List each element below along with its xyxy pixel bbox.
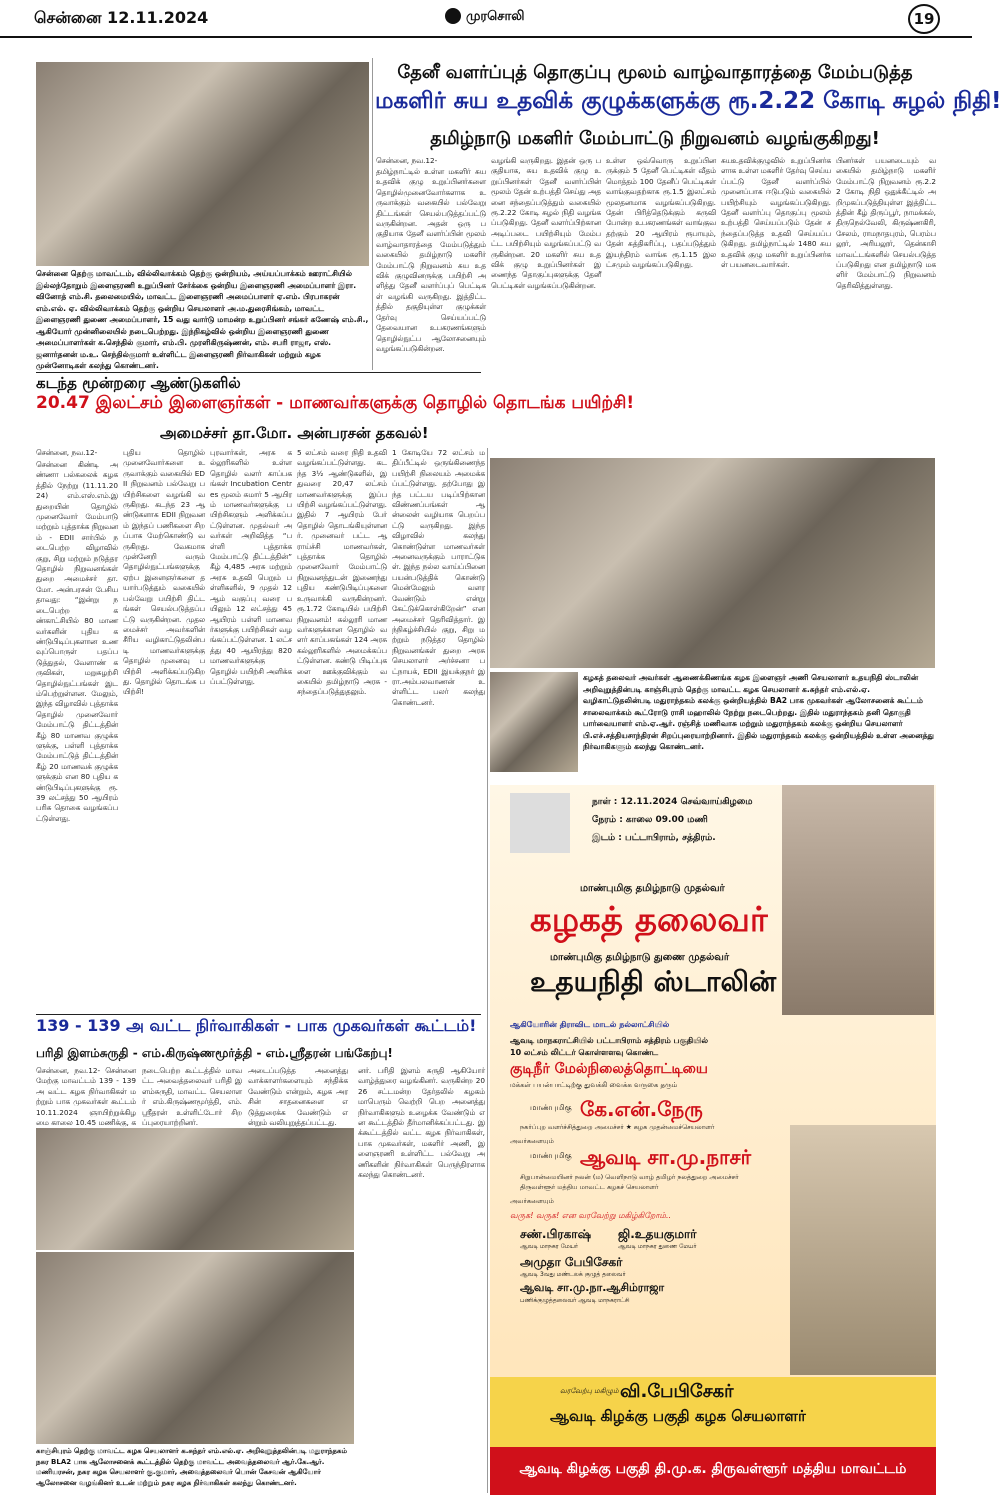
ad-dcm-portrait: [790, 1125, 936, 1375]
ad-greet: வருக! வருக! என வரவேற்று மகிழ்கிறோம்..: [510, 1211, 672, 1220]
story3-col4: னர். பரிதி இளம் சுருதி ஆகியோர் வாழ்த்துரை வழங்கினர். வருகின்ற 2026 சட்டமன்ற தேர்தலில் கழகம் மாபெரும் வெற்றி பெற அனைத்து நிர்வாகிகளும் உழைக்க வேண்டும் என கூட்டத்தில் தீர்மானிக்கப்பட்டது. இக்கூட்டத்தில் வட்ட கழக நிர்வாகிகள், பாக முகவர்கள், மகளிர் அணி, இளைஞரணி உள்ளிட்ட பல்வேறு அணிகளின் நிர்வாகிகள் பெருந்திரளாக கலந்து கொண்டனர்.: [358, 1066, 485, 1180]
story2-col5: 1 கோடியே 72 லட்சம் மதிப்பீட்டில் ஒருங்கிணைந்த பயிற்சி நிலையம் அமைக்கப்பட்டுள்ளது. தற்போது இந்த பட்டய படிப்பிற்கான விண்ணப்பங்கள் ஆன்லைன் வழியாக பெறப்பட்டு வருகிறது. இந்த விழாவில் கலந்து கொண்டுள்ள மாணவர்கள் அனைவருக்கும் பாராட்டுகள். இந்த நல்ல வாய்ப்பினை பயன்படுத்திக் கொண்டு மென்மேலும் வளர வேண்டும் என்று கேட்டுக்கொள்கிறேன்” என அமைச்சர் தெரிவித்தார். இந்நிகழ்ச்சியில் குறு, சிறு மற்றும் நடுத்தர தொழில் நிறுவனங்கள் துறை அரசு செயலாளர் அர்ச்சனா பட்நாயக், EDII இயக்குநர் இரா.அம்பலவாணன் உள்ளிட்ட பலர் கலந்து கொண்டனர்.: [392, 448, 485, 707]
ad-role2: சிறுபான்மையினர் நலன் (ம) வெளிநாடு வாழ் தமிழர் நலத்துறை அமைச்சர்: [520, 1173, 739, 1181]
story3-subhead: பரிதி இளம்சுருதி - எம்.கிருஷ்ணமூர்த்தி - எம்.ஸ்ரீதரன் பங்கேற்பு!: [36, 1046, 393, 1060]
story1-col3: உள்ள ஒவ்வொரு உறுப்பினருக்கும் 5 தேனீ பெட்டிகள் வீதம் மொத்தம் 100 தேனீப் பெட்டிகள் வாங்குவதற்காக ரூ.1.5 இலட்சம் மூலதனமாக வழங்கப்படுகிறது. தேன் பிரித்தெடுக்கும் கருவி போன்ற உபகரணங்கள் வாங்குவதற்கும் 20 ஆயிரம் ரூபாயும், தேன் சுத்திகரிப்பு, பதப்படுத்தும் இயந்திரம் வாங்க ரூ.1.15 இலட்சமும் வழங்கப்படுகிறது.: [606, 156, 716, 270]
ad-event-place: இடம் : பட்டாபிராம், சத்திரம்.: [592, 833, 716, 843]
ad-title1: கழகத் தலைவர்: [530, 900, 768, 940]
story3-caption: காஞ்சிபுரம் தெற்கு மாவட்ட கழக செயலாளர் க.சுந்தர் எம்.எல்.ஏ. அறிவுறுத்தலின்படி மதுராந்தகம் நகர BLA2 பாக ஆலோசனைக் கூட்டத்தில் தெற்கு மாவட்ட அவைத்தலைவர் ஆர்.கே.ஆர். மணியரசன், நகர கழக செயலாளர் கு.குமார், அவைத்தலைவர் பொன் கேசவன் ஆகியோர் ஆலோசனை வழங்கினர் உடன் மற்றும் நகர கழக நிர்வாகிகள் கலந்து கொண்டனர்.: [36, 1447, 348, 1487]
ad-welcome2: அவர்களையும்: [510, 1197, 554, 1205]
ad-person4: ஆவடி சா.மு.நா.ஆசிம்ராஜா: [520, 1281, 665, 1294]
story3-col1: சென்னை, நவ.12- சென்னை மேற்கு மாவட்டம் 139 - 139 அ வட்ட கழக நிர்வாகிகள் மற்றும் பாக முகவர்கள் கூட்டம் 10.11.2024 ஞாயிற்றுக்கிழமை காலை 10.45 மணிக்கு, க: [36, 1066, 136, 1128]
ad-line7: மக்கள் பயன்பாட்டிற்கு துவக்கி வைக்க வருகை தரும்: [510, 1081, 678, 1089]
ad-line3: ஆகியோரின் திராவிட மாடல் நல்லாட்சியில்: [510, 1020, 670, 1029]
page-number: 19: [908, 4, 940, 34]
story1-col5: பினர்கள் பயனடையும் வகையில் தமிழ்நாடு மகளிர் மேம்பாட்டு நிறுவனம் ரூ.2.22 கோடி நிதி ஒதுக்கீட்டில் அறிமுகப்படுத்தியுள்ள இத்திட்டத்தின் கீழ் திருப்பூர், நாமக்கல், திருநெல்வேலி, கிருஷ்ணகிரி, சேலம், ராமநாதபுரம், பெரம்பலூர், அரியலூர், தென்காசி மாவட்டங்களில் செயல்படுத்தப்படுகிறது என தமிழ்நாடு மகளிர் மேம்பாட்டு நிறுவனம் தெரிவித்துள்ளது.: [836, 156, 936, 290]
ad-person1-role: ஆவடி மாநகர மேயர்: [520, 1243, 579, 1250]
ad-welcome1: அவர்களையும்: [510, 1137, 554, 1145]
ad-person2: ஜி.உதயகுமார்: [618, 1227, 697, 1241]
divider: [487, 448, 488, 1493]
ad-event-date: நாள் : 12.11.2024 செவ்வாய்கிழமை: [592, 797, 753, 807]
story3-col2: நடைபெற்ற கூட்டத்தில் மாவட்ட அவைத்தலைவர் பரிதி இளம்சுருதி, மாவட்ட செயலாளர் எம்.கிருஷ்ணமூர்த்தி, எம்.ஸ்ரீதரன் உள்ளிட்டோர் சிறப்புரையாற்றினர்.: [142, 1066, 242, 1128]
story1-col1: தமிழ்நாட்டில் உள்ள மகளிர் சுய உதவிக் குழு உறுப்பினர்களை தொழில்முனைவோர்களாக உருவாக்கும் வகையில் பல்வேறு திட்டங்கள் செயல்படுத்தப்பட்டு வருகின்றன. அதன் ஒரு பகுதியாக தேனீ வளர்ப்பின் மூலம் வாழ்வாதாரத்தை மேம்படுத்தும் வகையில் தமிழ்நாடு மகளிர் மேம்பாட்டு நிறுவனம் சுய உதவிக் குழுவினருக்கு பயிற்சி அளித்து தேனீ வளர்ப்புப் பெட்டிகள் வழங்கி வருகிறது. இத்திட்டத்தில் தகுதியுள்ள குழுக்கள் தேர்வு செய்யப்பட்டு தேவையான உபகரணங்களும் தொழில்நுட்ப ஆலோசனையும் வழங்கப்படுகின்றன.: [376, 167, 486, 353]
story2-col2: புதிய தொழில் முனைவோர்களை உருவாக்கும் வகையில் EDII நிறுவனம் பல்வேறு பயிற்சிகளை வழங்கி வருகிறது. கடந்த 23 ஆண்டுகளாக EDII நிறுவனம் இந்தப் பணிகளை சிறப்பாக மேற்கொண்டு வருகிறது. வேகமாக முன்னேறி வரும் தொழில்நுட்பங்களுக்கு ஏற்ப இளைஞர்களை தயார்படுத்தும் வகையில் பல்வேறு பயிற்சி திட்டங்கள் செயல்படுத்தப்பட்டு வருகின்றன. முதலமைச்சர் அவர்களின் சீரிய வழிகாட்டுதலின்படி மாணவர்களுக்கு தொழில் முனைவு பயிற்சி அளிக்கப்படுகிறது. தொழில் தொடங்க பயிற்சி!: [123, 448, 205, 697]
story2-col3: புரவார்கள், அரசு கல்லூரிகளில் உள்ள தொழில் வளர் காப்பகங்கள் Incubation Centres மூலம் சுமார் 5 ஆயிரம் மாணவர்களுக்கு பயிற்சிகளும் அளிக்கப்பட்டுள்ளன. முதல்வர் அவர்கள் அறிவித்த “பள்ளி புத்தாக்க மேம்பாட்டு திட்டத்தின்” கீழ் 4,485 அரசு மற்றும் அரசு உதவி பெறும் பள்ளிகளில், 9 முதல் 12 ஆம் வகுப்பு வரை பயிலும் 12 லட்சத்து 45 ஆயிரம் பள்ளி மாணவர்களுக்கு பயிற்சிகள் வழங்கப்பட்டுள்ளன. 1 லட்சத்து 40 ஆயிரத்து 820 மாணவர்களுக்கு தொழில் பயிற்சி அளிக்கப்பட்டுள்ளது.: [210, 448, 292, 686]
ad-final-band: [490, 1377, 936, 1447]
ad-final-name: வி.பேபிசேகர்: [620, 1381, 734, 1402]
divider: [36, 372, 481, 373]
right-photo-caption: கழகத் தலைவர் அவர்கள் ஆணைக்கிணங்க கழக இளைஞர் அணி செயலாளர் உதயநிதி ஸ்டாலின் அறிவுறுத்தின்படி காஞ்சிபுரம் தெற்கு மாவட்ட கழக செயலாளர் க.சுந்தர் எம்.எல்.ஏ. வழிகாட்டுதலின்படி மதுராந்தகம் கலக்கு ஒன்றியத்தில் BA2 பாக முகவர்கள் ஆலோசனைக் கூட்டம் சாலைவாக்கம் கூட்ரோடு ராசி மஹாலில் நேற்று நடைபெற்றது. இதில் மதுராந்தகம் தனி தொகுதி பார்வையாளர் எம்.ஏ.ஆர். ரஞ்சித் மணிவாசு மற்றும் மதுராந்தகம் கலக்கு ஒன்றிய செயலாளர் பி.எச்.சத்தியசாந்திரன் சிறப்புரையாற்றினார். இதில் மதுராந்தகம் கலக்கு ஒன்றியத்தில் உள்ள அனைத்து நிர்வாகிகளும் கலந்து கொண்டனர்.: [583, 673, 935, 751]
story2-col1: சென்னை கிண்டி அண்ணா பல்கலைக் கழகத்தில் நேற்று (11.11.2024) எம்.எஸ்.எம்.இ துறையின் தொழில் முனைவோர் மேம்பாடு மற்றும் புத்தாக்க நிறுவனம் - EDII சார்பில் நடைபெற்ற விழாவில் குறு, சிறு மற்றும் நடுத்தர தொழில் நிறுவனங்கள் துறை அமைச்சர் தா.மோ. அன்பரசன் பேசியதாவது: “இன்று நடைபெற்ற கண்காட்சியில் 80 மாணவர்களின் புதிய கண்டுபிடிப்புகளான உணவுப்பொருள் பதப்படுத்துதல், வேளாண் கருவிகள், மறுசுழற்சி தொழில்நுட்பங்கள் இடம்பெற்றுள்ளன. மேலும், இந்த விழாவில் புத்தாக்க தொழில் முனைவோர் மேம்பாட்டு திட்டத்தின் கீழ் 80 மாணவ குழுக்களுக்கு, பள்ளி புத்தாக்க மேம்பாட்டுத் திட்டத்தின் கீழ் 20 மாணவக் குழுக்களுக்கும் என 80 புதிய கண்டுபிடிப்புகளுக்கு ரூ. 39 லட்சத்து 50 ஆயிரம் பரிசு தொகை வழங்கப்பட்டுள்ளது.: [36, 460, 118, 823]
masthead: [0, 0, 972, 38]
story2-subhead: அமைச்சர் தா.மோ. அன்பரசன் தகவல்!: [160, 424, 429, 442]
ad-cm-portrait: [782, 785, 934, 1015]
story1-col4: சுயஉதவிக்குழுவில் உறுப்பினர்களாக உள்ள மகளிர் தேர்வு செய்யப்பட்டு தேனீ வளர்ப்பில் முனைப்பாக ஈடுபடும் வகையில் பயிற்சியும் வழங்கப்படுகிறது. தேனீ வளர்ப்பு தொகுப்பு மூலம் உற்பத்தி செய்யப்படும் தேன் சந்தைப்படுத்த உதவி செய்யப்படுகிறது. தமிழ்நாட்டில் 1480 சுய உதவிக் குழு மகளிர் உறுப்பினர்கள் பயனடைவார்கள்.: [721, 156, 831, 270]
paper-logo-icon: [445, 8, 461, 24]
ad-portrait-frame: [510, 793, 570, 853]
ad-footer: ஆவடி கிழக்கு பகுதி தி.மு.க. திருவள்ளூர் மத்திய மாவட்டம்: [519, 1461, 907, 1477]
ad-person1: சண்.பிரகாஷ்: [520, 1227, 591, 1241]
photo-ward-meeting: [36, 1128, 354, 1250]
ad-final-pre: வரவேற்பு மகிழும்: [560, 1387, 619, 1395]
ad-role1: நகர்ப்புற வளர்ச்சித்துறை அமைச்சர் ★ கழக முதன்மைச்செயலாளர்: [520, 1123, 715, 1131]
advertisement: [490, 785, 936, 1495]
story2-col4: 5 லட்சம் வரை நிதி உதவி வழங்கப்பட்டுள்ளது. கடந்த 3½ ஆண்டுகளில், இதுவரை 20,47 லட்சம் மாணவர்களுக்கு இப்பயிற்சி வழங்கப்பட்டுள்ளது. இதில் 7 ஆயிரம் பேர் தொழில் தொடங்கியுள்ளனர். முனைவர் பட்ட ஆராய்ச்சி மாணவர்கள், புத்தாக்க தொழில் முனைவோர் மேம்பாட்டு நிறுவனத்துடன் இணைந்து புதிய கண்டுபிடிப்புகளை உருவாக்கி வருகின்றனர். ரூ.1.72 கோடியில் பயிற்சி நிறுவனம்! கல்லூரி மாணவர்களுக்கான தொழில் வளர் காப்பகங்கள் 124 அரசு கல்லூரிகளில் அமைக்கப்பட்டுள்ளன. கண்டு பிடிப்புகளை ஊக்குவிக்கும் வகையில் தமிழ்நாடு அரசு - சந்தைப்படுத்துதலும்.: [297, 448, 387, 697]
photo-booth-meeting: [490, 672, 578, 772]
ad-line4: ஆவடி மாநகராட்சியில் பட்டாபிராம் சத்திரம் பகுதியில்: [510, 1036, 709, 1045]
ad-name1: கே.என்.நேரு: [580, 1097, 703, 1121]
ad-final-role: ஆவடி கிழக்கு பகுதி கழக செயலாளர்: [550, 1407, 806, 1425]
ad-hon2: மாண்புமிகு: [530, 1151, 572, 1160]
ad-line5: 10 லட்சம் லிட்டர் கொள்ளளவு கொண்ட: [510, 1048, 659, 1057]
ad-person3: அமுதா பேபிசேகர்: [520, 1255, 623, 1269]
ad-line1: மாண்புமிகு தமிழ்நாடு முதல்வர்: [580, 883, 725, 894]
ad-footer-band: [490, 1447, 936, 1495]
story1-headline: மகளிர் சுய உதவிக் குழுக்களுக்கு ரூ.2.22 கோடி சுழல் நிதி!: [375, 88, 1002, 114]
story1-subhead: தமிழ்நாடு மகளிர் மேம்பாட்டு நிறுவனம் வழங்குகிறது!: [430, 128, 880, 149]
ad-person3-role: ஆவடி 3வது மண்டலக் குழுத் தலைவர்: [520, 1271, 626, 1278]
story3-headline: 139 - 139 அ வட்ட நிர்வாகிகள் - பாக முகவர்கள் கூட்டம்!: [36, 1016, 477, 1035]
ad-title2: உதயநிதி ஸ்டாலின்: [530, 965, 777, 998]
story3-col3: அடைப்படுத்த அனைத்து வாக்காளர்களையும் சந்திக்க வேண்டும் என்றும், கழக அரசின் சாதனைகளை எடுத்துரைக்க வேண்டும் என்றும் வலியுறுத்தப்பட்டது.: [248, 1066, 348, 1128]
ad-person2-role: ஆவடி மாநகர துணை மேயர்: [618, 1243, 697, 1250]
ad-role2b: திருவள்ளூர் மத்திய மாவட்ட கழகச் செயலாளர்: [520, 1183, 659, 1191]
ad-name2: ஆவடி சா.மு.நாசர்: [580, 1145, 752, 1169]
story2-headline: 20.47 இலட்சம் இளைஞர்கள் - மாணவர்களுக்கு தொழில் தொடங்க பயிற்சி!: [36, 393, 635, 413]
story2-kicker: கடந்த மூன்றரை ஆண்டுகளில்: [36, 374, 241, 392]
story2-dateline: சென்னை, நவ.12-: [36, 448, 98, 457]
ad-line2: மாண்புமிகு தமிழ்நாடு துணை முதல்வர்: [550, 952, 730, 963]
masthead-date: சென்னை 12.11.2024: [34, 8, 209, 27]
divider: [36, 1014, 481, 1015]
ad-line6: குடிநீர் மேல்நிலைத்தொட்டியை: [510, 1061, 708, 1077]
story1-dateline: சென்னை, நவ.12-: [376, 156, 438, 165]
ad-event-time: நேரம் : காலை 09.00 மணி: [592, 815, 708, 825]
divider: [372, 58, 373, 370]
ad-person4-role: பணிக்குழுத்தலைவர் ஆவடி மாநகராட்சி: [520, 1297, 630, 1304]
photo-ward-meeting-2: [36, 1252, 354, 1444]
paper-name: முரசொலி: [466, 9, 525, 24]
story1-col2: வழங்கி வருகிறது. இதன் ஒரு பகுதியாக, சுய உதவிக் குழு உறுப்பினர்கள் தேனீ வளர்ப்பின் மூலம் தேன் உற்பத்தி செய்து அதனை சந்தைப்படுத்தும் வகையில் ரூ.2.22 கோடி சுழல் நிதி வழங்கப்படுகிறது. தேனீ வளர்ப்பிற்கான அடிப்படை பயிற்சியும் மேம்பட்ட பயிற்சியும் வழங்கப்பட்டு வருகின்றன. 20 மகளிர் சுய உதவிக் குழு உறுப்பினர்கள் இணைந்த தொகுப்புகளுக்கு தேனீ பெட்டிகள் வழங்கப்படுகின்றன.: [491, 156, 601, 290]
story1-kicker: தேனீ வளர்ப்புத் தொகுப்பு மூலம் வாழ்வாதாரத்தை மேம்படுத்த: [397, 62, 913, 83]
photo-youth-wing-enrollment: [36, 62, 369, 266]
photo-caption-youth-wing: சென்னை தெற்கு மாவட்டம், வில்லிவாக்கம் தெற்கு ஒன்றியம், அய்யப்பாக்கம் ஊராட்சியில் இல்லந்தோறும் இளைஞரணி உறுப்பினர் சேர்க்கை ஒன்றிய இளைஞரணி அமைப்பாளர் இரா. வினோத் எம்.சி. தலைமையில், மாவட்ட இளைஞரணி அமைப்பாளர் ஏ.எம். பிரபாகரன் எம்.எல். ஏ. வில்லிவாக்கம் தெற்கு ஒன்றிய செயலாளர் அ.ம.துரைசிங்கம், மாவட்ட இளைஞரணி துணை அமைப்பாளர், 15 வது வார்டு மாமன்ற உறுப்பினர் சங்கர் கணேஷ் எம்.சி., ஆகியோர் முன்னிலையில் நடைபெற்றது. இந்நிகழ்வில் ஒன்றிய இளைஞரணி துணை அமைப்பாளர்கள் க.செந்தில் குமார், எம்.பி. முரளிகிருஷ்ணன், எம். சபரி ராஜா, எஸ். ஜனார்தனன் ம.உ. செந்தில்குமார் உள்ளிட்ட இளைஞரணி நிர்வாகிகள் மற்றும் கழக முன்னோடிகள் கலந்து கொண்டனர்.: [36, 269, 369, 370]
ad-hon1: மாண்புமிகு: [530, 1103, 572, 1112]
photo-minister-event: [490, 458, 935, 668]
